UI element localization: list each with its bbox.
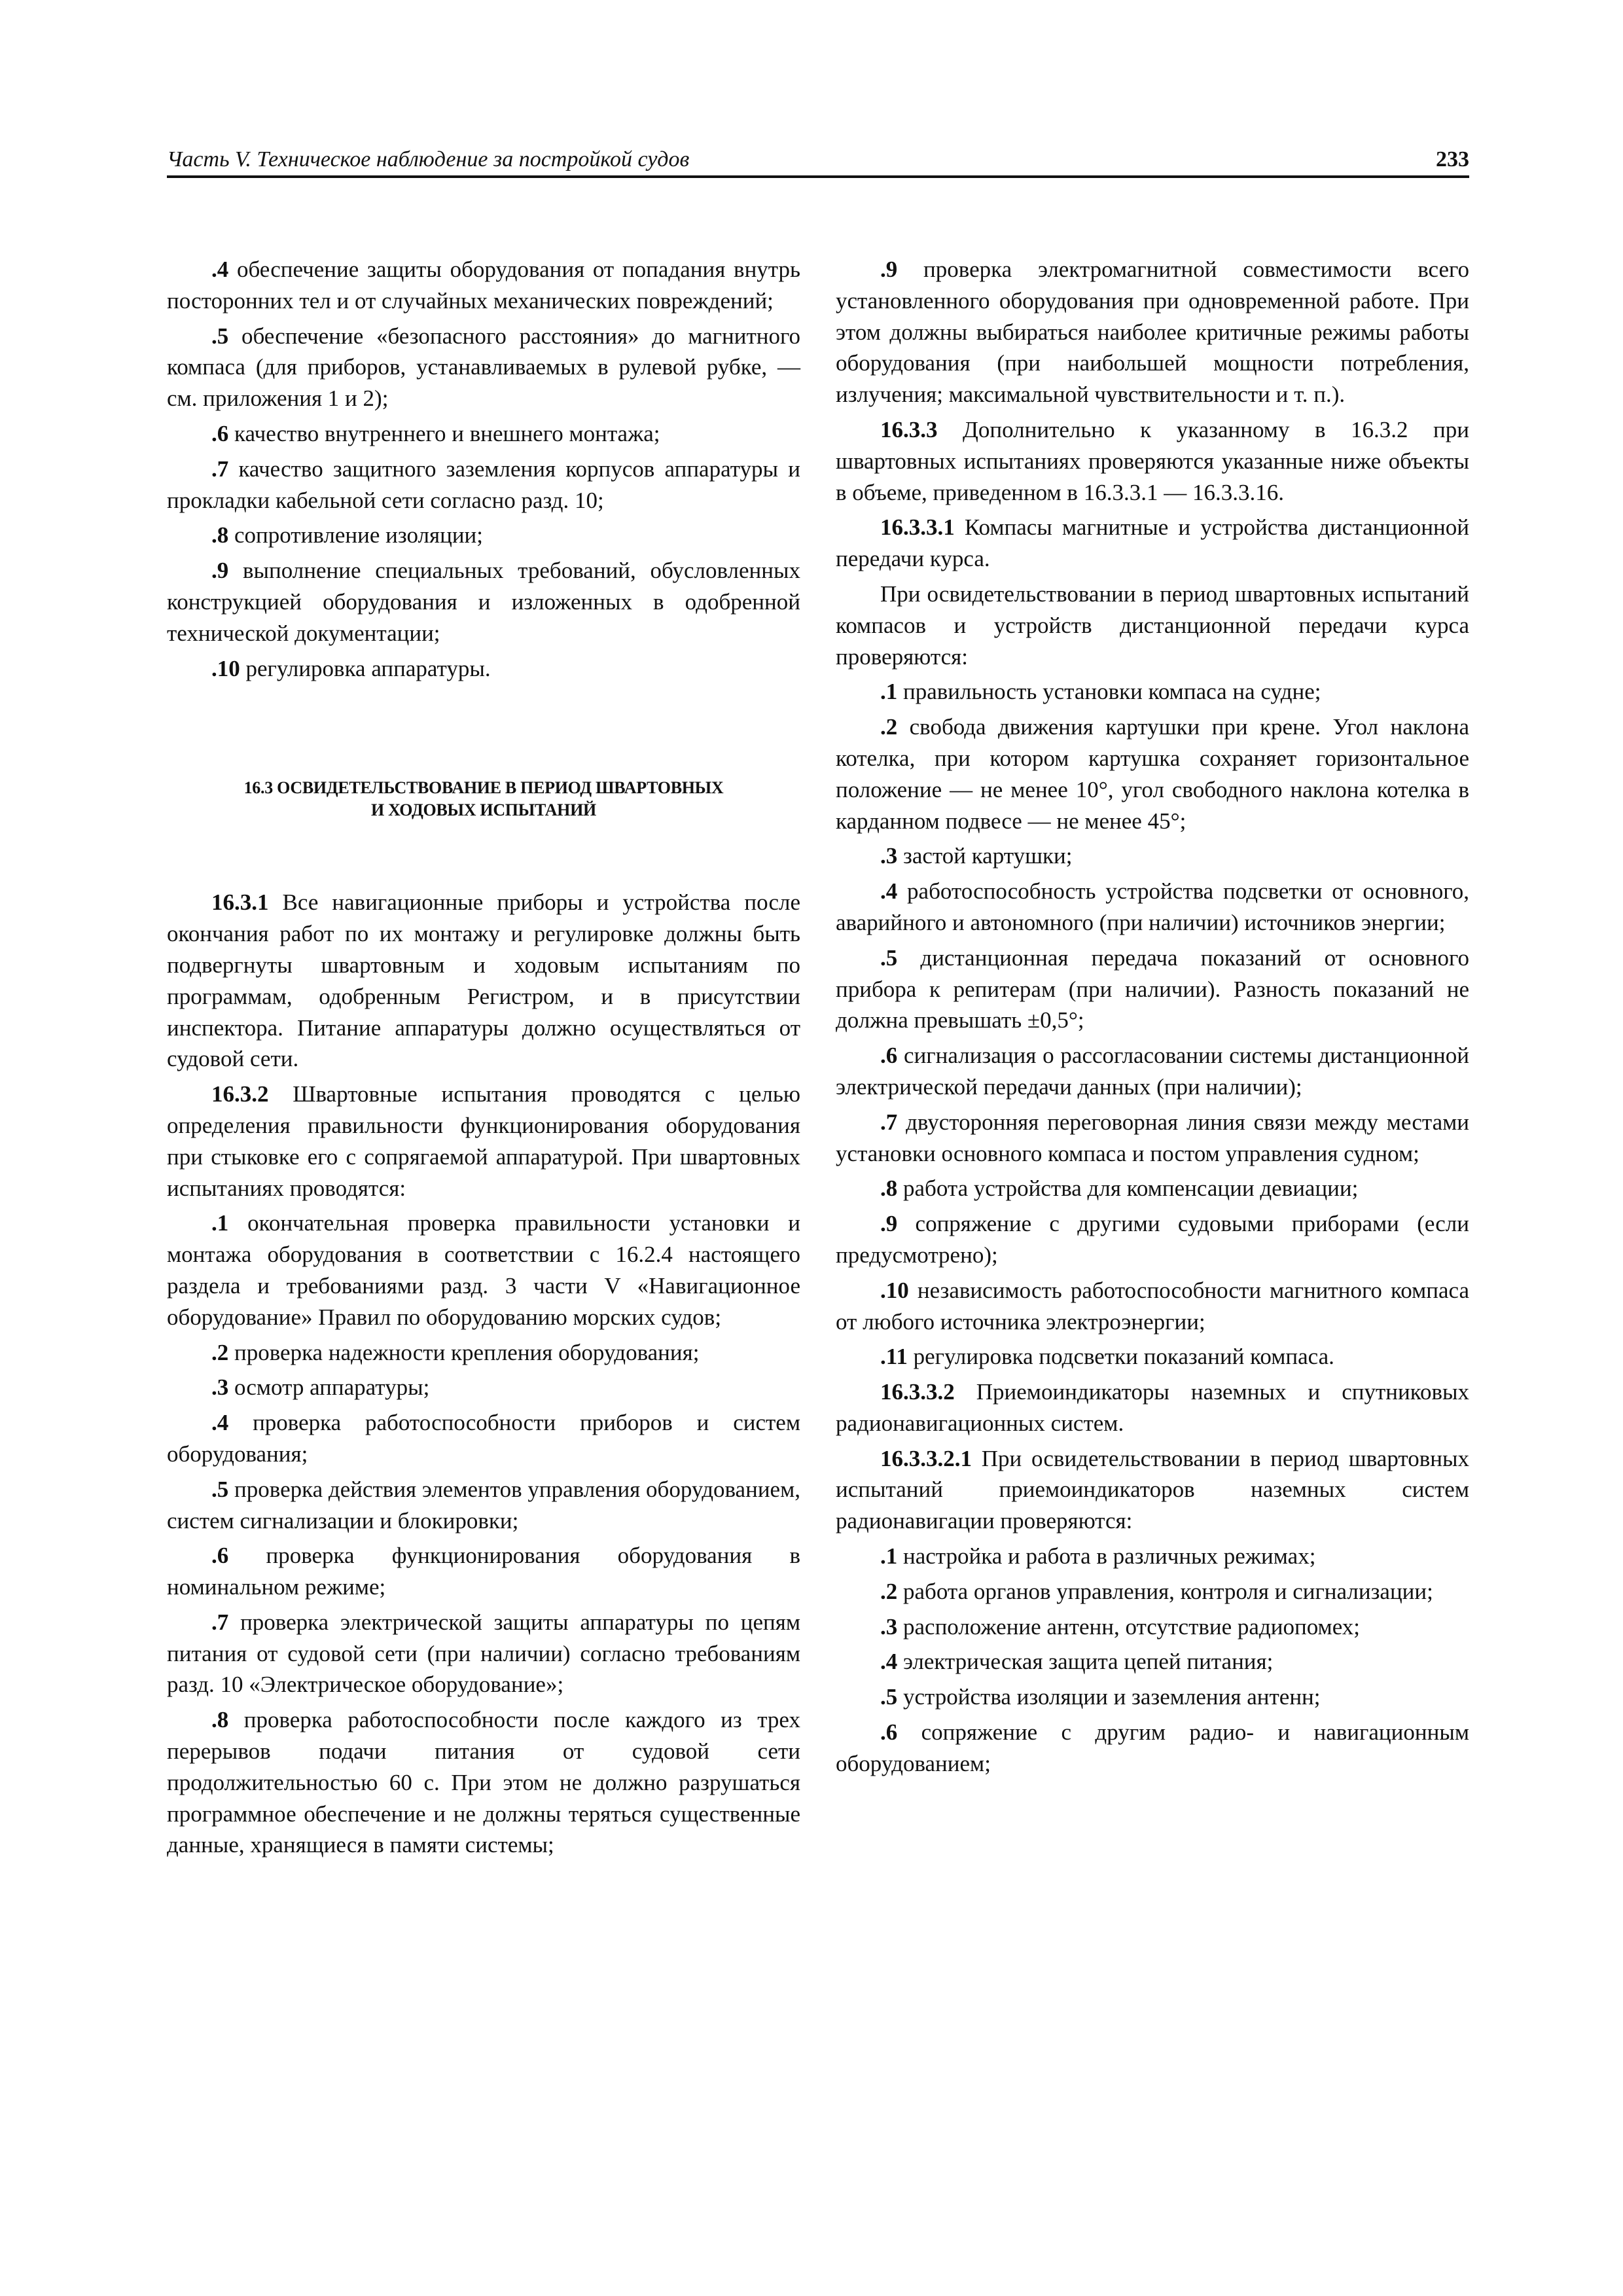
right-column [836, 254, 1469, 1784]
list-item: .10 независимость работоспособности магнитного компаса от любого источника электроэнергии; [836, 1277, 1469, 1335]
left-column [167, 254, 800, 1865]
list-item: .6 сигнализация о рассогласовании системы дистанционной электрической передачи данных (при наличии); [836, 1043, 1469, 1100]
list-item: .6 сопряжение с другим радио- и навигационным оборудованием; [836, 1719, 1469, 1776]
list-item: .1 настройка и работа в различных режимах; [880, 1543, 1316, 1570]
list-item: .4 электрическая защита цепей питания; [880, 1649, 1274, 1675]
list-item: .6 проверка функционирования оборудования в номинальном режиме; [167, 1543, 800, 1600]
list-item: .7 качество защитного заземления корпусов аппаратуры и прокладки кабельной сети согласно разд. 10; [167, 456, 800, 513]
list-item: .8 проверка работоспособности после каждого из трех перерывов подачи питания от судовой сети продолжительностью 60 с. При этом не должно разрушаться программное обеспечение и не должны теряться существенные данные, хранящиеся в памяти системы; [167, 1707, 800, 1858]
paragraph-16-3-3-1: 16.3.3.1 Компасы магнитные и устройства дистанционной передачи курса. [836, 514, 1469, 572]
list-item: .3 осмотр аппаратуры; [211, 1374, 430, 1401]
list-item: .4 проверка работоспособности приборов и систем оборудования; [167, 1410, 800, 1467]
paragraph-16-3-3-2: 16.3.3.2 Приемоиндикаторы наземных и спутниковых радионавигационных систем. [836, 1379, 1469, 1436]
list-item: .8 сопротивление изоляции; [211, 522, 484, 548]
list-item: .7 двусторонняя переговорная линия связи между местами установки основного компаса и постом управления судном; [836, 1109, 1469, 1166]
compass-intro: При освидетельствовании в период швартовных испытаний компасов и устройств дистанционной передачи курса проверяются: [836, 581, 1469, 670]
header-rule [167, 175, 1469, 178]
list-item: .6 качество внутреннего и внешнего монтажа; [211, 420, 660, 446]
list-item: .2 работа органов управления, контроля и сигнализации; [880, 1578, 1433, 1604]
paragraph-16-3-3-2-1: 16.3.3.2.1 При освидетельствовании в период швартовных испытаний приемоиндикаторов наземных систем радионавигации проверяются: [836, 1445, 1469, 1534]
paragraph-16-3-1: 16.3.1 Все навигационные приборы и устройства после окончания работ по их монтажу и регулировке должны быть подвергнуты швартовным и ходовым испытаниям по программам, одобренным Регистром, и в присутствии инспектора. Питание аппаратуры должно осуществляться от судовой сети. [167, 889, 800, 1072]
paragraph-16-3-2: 16.3.2 Швартовные испытания проводятся с целью определения правильности функционирования оборудования при стыковке его с сопрягаемой аппаратурой. При швартовных испытаниях проводятся: [167, 1081, 800, 1201]
list-item: .9 выполнение специальных требований, обусловленных конструкцией оборудования и изложенных в одобренной технической документации; [167, 558, 800, 646]
running-title: Часть V. Техническое наблюдение за постройкой судов [167, 147, 690, 171]
list-item: .5 проверка действия элементов управления оборудованием, систем сигнализации и блокировки; [167, 1476, 800, 1534]
list-item: .9 проверка электромагнитной совместимости всего установленного оборудования при одновременной работе. При этом должны выбираться наиболее критичные режимы работы оборудования (при наибольшей мощности потребления, излучения; максимальной чувствительности и т. п.). [836, 257, 1469, 408]
section-heading: 16.3 ОСВИДЕТЕЛЬСТВОВАНИЕ В ПЕРИОД ШВАРТОВНЫХ И ХОДОВЫХ ИСПЫТАНИЙ [243, 778, 724, 820]
page-number: 233 [1436, 147, 1469, 171]
list-item: .5 дистанционная передача показаний от основного прибора к репитерам (при наличии). Разность показаний не должна превышать ±0,5°; [836, 944, 1469, 1033]
list-item: .11 регулировка подсветки показаний компаса. [880, 1344, 1334, 1370]
page-header [167, 145, 1469, 179]
list-item: .2 проверка надежности крепления оборудования; [211, 1339, 700, 1365]
list-item: .1 правильность установки компаса на судне; [880, 679, 1321, 705]
list-item: .8 работа устройства для компенсации девиации; [880, 1175, 1359, 1202]
list-item: .4 работоспособность устройства подсветки от основного, аварийного и автономного (при наличии) источников энергии; [836, 878, 1469, 935]
list-item: .3 застой картушки; [880, 843, 1073, 869]
list-item: .9 сопряжение с другими судовыми приборами (если предусмотрено); [836, 1211, 1469, 1268]
list-item: .1 окончательная проверка правильности установки и монтажа оборудования в соответствии с 16.2.4 настоящего раздела и требованиями разд. 3 части V «Навигационное оборудование» Правил по оборудованию морских судов; [167, 1210, 800, 1330]
list-item: .5 устройства изоляции и заземления антенн; [880, 1684, 1321, 1710]
list-item: .10 регулировка аппаратуры. [211, 655, 491, 681]
list-item: .3 расположение антенн, отсутствие радиопомех; [880, 1613, 1361, 1640]
list-item: .5 обеспечение «безопасного расстояния» до магнитного компаса (для приборов, устанавливаемых в рулевой рубке, — см. приложения 1 и 2); [167, 323, 800, 412]
paragraph-16-3-3: 16.3.3 Дополнительно к указанному в 16.3.2 при швартовных испытаниях проверяются указанные ниже объекты в объеме, приведенном в 16.3.3.1 — 16.3.3.16. [836, 416, 1469, 505]
list-item: .4 обеспечение защиты оборудования от попадания внутрь посторонних тел и от случайных механических повреждений; [167, 257, 800, 314]
list-item: .2 свобода движения картушки при крене. Угол наклона котелка, при котором картушка сохраняет горизонтальное положение — не менее 10°, угол свободного наклона котелка в карданном подвесе — не менее 45°; [836, 714, 1469, 834]
list-item: .7 проверка электрической защиты аппаратуры по цепям питания от судовой сети (при наличии) согласно требованиям разд. 10 «Электрическое оборудование»; [167, 1609, 800, 1698]
